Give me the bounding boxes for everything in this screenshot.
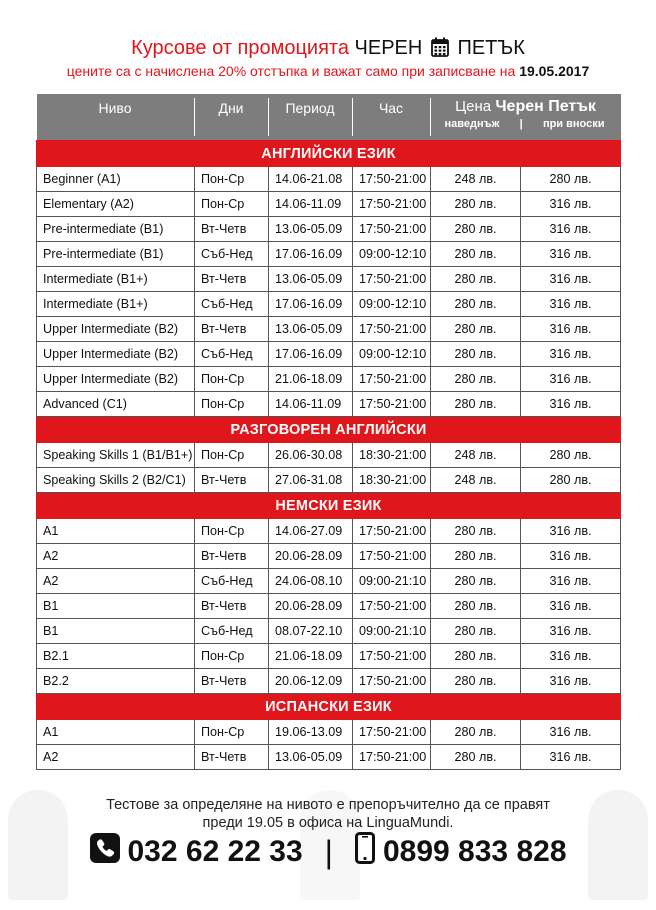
row-price-once: 280 лв. <box>431 292 521 317</box>
row-period: 14.06-11.09 <box>269 392 353 417</box>
row-level: B2.1 <box>37 644 195 669</box>
course-schedule-table <box>36 94 621 770</box>
row-period: 21.06-18.09 <box>269 644 353 669</box>
table-row <box>37 745 621 770</box>
row-price-installments: 316 лв. <box>521 242 621 267</box>
row-time: 09:00-12:10 <box>353 292 431 317</box>
row-level: Elementary (A2) <box>37 192 195 217</box>
row-price-once: 280 лв. <box>431 594 521 619</box>
contact-phones <box>0 832 656 872</box>
mobile-phone-icon <box>355 832 375 872</box>
row-time: 17:50-21:00 <box>353 317 431 342</box>
row-level: B2.2 <box>37 669 195 694</box>
row-level: A1 <box>37 720 195 745</box>
row-price-once: 280 лв. <box>431 392 521 417</box>
row-time: 17:50-21:00 <box>353 594 431 619</box>
row-days: Вт-Четв <box>195 317 269 342</box>
row-days: Съб-Нед <box>195 242 269 267</box>
row-price-once: 280 лв. <box>431 669 521 694</box>
column-header-level: Ниво <box>37 98 195 136</box>
row-time: 17:50-21:00 <box>353 544 431 569</box>
table-row <box>37 292 621 317</box>
row-period: 17.06-16.09 <box>269 342 353 367</box>
calendar-icon <box>431 37 449 63</box>
row-level: A1 <box>37 519 195 544</box>
row-level: B1 <box>37 594 195 619</box>
row-price-installments: 316 лв. <box>521 192 621 217</box>
row-price-installments: 316 лв. <box>521 342 621 367</box>
table-row <box>37 192 621 217</box>
row-price-once: 248 лв. <box>431 443 521 468</box>
row-price-installments: 316 лв. <box>521 317 621 342</box>
row-price-installments: 316 лв. <box>521 619 621 644</box>
table-row <box>37 544 621 569</box>
row-time: 09:00-21:10 <box>353 569 431 594</box>
row-days: Вт-Четв <box>195 594 269 619</box>
table-row <box>37 644 621 669</box>
row-price-installments: 316 лв. <box>521 569 621 594</box>
row-price-installments: 316 лв. <box>521 720 621 745</box>
row-price-installments: 316 лв. <box>521 745 621 770</box>
row-time: 17:50-21:00 <box>353 745 431 770</box>
subtitle-text: цените са с начислена 20% отстъпка и важат само при записване на <box>66 63 516 79</box>
table-row <box>37 443 621 468</box>
row-level: Speaking Skills 2 (B2/C1) <box>37 468 195 493</box>
row-days: Пон-Ср <box>195 720 269 745</box>
row-price-once: 280 лв. <box>431 192 521 217</box>
row-price-installments: 316 лв. <box>521 644 621 669</box>
table-row <box>37 267 621 292</box>
row-days: Съб-Нед <box>195 292 269 317</box>
price-sub-installments: при вноски <box>542 118 605 130</box>
row-level: Intermediate (B1+) <box>37 267 195 292</box>
row-price-installments: 316 лв. <box>521 519 621 544</box>
row-days: Вт-Четв <box>195 544 269 569</box>
row-price-installments: 280 лв. <box>521 468 621 493</box>
section-header-row <box>37 694 621 720</box>
column-header-days: Дни <box>195 98 269 136</box>
row-time: 17:50-21:00 <box>353 720 431 745</box>
footer-note-line1: Тестове за определяне на нивото е препоръчително да се правят <box>106 797 550 813</box>
row-price-once: 280 лв. <box>431 242 521 267</box>
row-price-once: 280 лв. <box>431 267 521 292</box>
table-row <box>37 669 621 694</box>
table-row <box>37 594 621 619</box>
row-price-installments: 316 лв. <box>521 217 621 242</box>
row-price-once: 280 лв. <box>431 217 521 242</box>
row-time: 09:00-12:10 <box>353 342 431 367</box>
row-time: 18:30-21:00 <box>353 468 431 493</box>
row-time: 17:50-21:00 <box>353 217 431 242</box>
row-period: 14.06-11.09 <box>269 192 353 217</box>
row-days: Пон-Ср <box>195 443 269 468</box>
row-level: Beginner (A1) <box>37 167 195 192</box>
section-header-row <box>37 141 621 167</box>
row-period: 08.07-22.10 <box>269 619 353 644</box>
row-time: 17:50-21:00 <box>353 367 431 392</box>
table-row <box>37 242 621 267</box>
row-time: 18:30-21:00 <box>353 443 431 468</box>
row-time: 17:50-21:00 <box>353 167 431 192</box>
row-level: A2 <box>37 569 195 594</box>
row-period: 17.06-16.09 <box>269 242 353 267</box>
phone-separator: | <box>324 833 333 870</box>
row-price-once: 280 лв. <box>431 619 521 644</box>
table-row <box>37 720 621 745</box>
row-level: A2 <box>37 544 195 569</box>
price-label: Цена <box>455 98 492 115</box>
row-period: 13.06-05.09 <box>269 267 353 292</box>
row-days: Вт-Четв <box>195 468 269 493</box>
row-price-once: 280 лв. <box>431 317 521 342</box>
row-period: 20.06-12.09 <box>269 669 353 694</box>
table-row <box>37 519 621 544</box>
section-header-row <box>37 493 621 519</box>
row-period: 17.06-16.09 <box>269 292 353 317</box>
row-price-once: 248 лв. <box>431 167 521 192</box>
row-price-once: 280 лв. <box>431 720 521 745</box>
row-period: 13.06-05.09 <box>269 317 353 342</box>
page-subtitle <box>0 62 656 80</box>
row-price-once: 280 лв. <box>431 519 521 544</box>
row-price-once: 280 лв. <box>431 367 521 392</box>
table-row <box>37 217 621 242</box>
mobile-number: 0899 833 828 <box>382 835 567 868</box>
row-days: Вт-Четв <box>195 669 269 694</box>
row-price-installments: 280 лв. <box>521 167 621 192</box>
row-level: Upper Intermediate (B2) <box>37 342 195 367</box>
row-price-once: 280 лв. <box>431 644 521 669</box>
row-price-installments: 280 лв. <box>521 443 621 468</box>
price-sub-once: наведнъж <box>444 118 500 130</box>
row-period: 21.06-18.09 <box>269 367 353 392</box>
row-time: 17:50-21:00 <box>353 669 431 694</box>
row-time: 17:50-21:00 <box>353 644 431 669</box>
subtitle-date: 19.05.2017 <box>519 63 590 79</box>
price-label-bold: Черен Петък <box>495 98 596 115</box>
row-price-once: 280 лв. <box>431 342 521 367</box>
row-days: Вт-Четв <box>195 217 269 242</box>
row-level: Advanced (C1) <box>37 392 195 417</box>
row-days: Вт-Четв <box>195 267 269 292</box>
title-dark-1: ЧЕРЕН <box>354 37 423 59</box>
row-period: 20.06-28.09 <box>269 594 353 619</box>
column-header-period: Период <box>269 98 353 136</box>
row-price-once: 280 лв. <box>431 544 521 569</box>
row-days: Вт-Четв <box>195 745 269 770</box>
table-header-row <box>37 94 621 141</box>
row-period: 19.06-13.09 <box>269 720 353 745</box>
row-time: 17:50-21:00 <box>353 519 431 544</box>
row-days: Пон-Ср <box>195 519 269 544</box>
row-level: A2 <box>37 745 195 770</box>
row-price-once: 280 лв. <box>431 745 521 770</box>
row-days: Пон-Ср <box>195 392 269 417</box>
row-level: Pre-intermediate (B1) <box>37 242 195 267</box>
footer-note <box>0 796 656 832</box>
row-price-once: 280 лв. <box>431 569 521 594</box>
row-level: Upper Intermediate (B2) <box>37 317 195 342</box>
column-header-time: Час <box>353 98 431 136</box>
row-period: 14.06-27.09 <box>269 519 353 544</box>
title-dark-2: ПЕТЪК <box>457 37 525 59</box>
table-row <box>37 392 621 417</box>
page-title <box>0 36 656 63</box>
row-period: 13.06-05.09 <box>269 745 353 770</box>
row-days: Съб-Нед <box>195 569 269 594</box>
table-row <box>37 167 621 192</box>
row-price-installments: 316 лв. <box>521 367 621 392</box>
row-days: Съб-Нед <box>195 342 269 367</box>
row-price-installments: 316 лв. <box>521 669 621 694</box>
row-price-installments: 316 лв. <box>521 292 621 317</box>
row-level: Pre-intermediate (B1) <box>37 217 195 242</box>
row-time: 09:00-12:10 <box>353 242 431 267</box>
row-level: Intermediate (B1+) <box>37 292 195 317</box>
landline-number: 032 62 22 33 <box>127 835 303 868</box>
row-price-installments: 316 лв. <box>521 544 621 569</box>
footer-note-line2: преди 19.05 в офиса на LinguaMundi. <box>202 815 454 831</box>
row-time: 17:50-21:00 <box>353 267 431 292</box>
table-row <box>37 619 621 644</box>
section-title: АНГЛИЙСКИ ЕЗИК <box>37 141 621 167</box>
row-time: 17:50-21:00 <box>353 192 431 217</box>
row-level: B1 <box>37 619 195 644</box>
row-price-installments: 316 лв. <box>521 392 621 417</box>
phone-icon <box>90 833 120 871</box>
section-title: НЕМСКИ ЕЗИК <box>37 493 621 519</box>
row-days: Пон-Ср <box>195 367 269 392</box>
row-days: Пон-Ср <box>195 192 269 217</box>
section-header-row <box>37 417 621 443</box>
row-price-once: 248 лв. <box>431 468 521 493</box>
row-period: 26.06-30.08 <box>269 443 353 468</box>
row-level: Speaking Skills 1 (B1/B1+) <box>37 443 195 468</box>
row-period: 14.06-21.08 <box>269 167 353 192</box>
row-price-installments: 316 лв. <box>521 594 621 619</box>
row-period: 13.06-05.09 <box>269 217 353 242</box>
row-period: 20.06-28.09 <box>269 544 353 569</box>
table-row <box>37 317 621 342</box>
row-period: 27.06-31.08 <box>269 468 353 493</box>
price-sub-divider: | <box>519 118 523 130</box>
table-row <box>37 367 621 392</box>
row-level: Upper Intermediate (B2) <box>37 367 195 392</box>
column-header-price <box>431 94 621 130</box>
section-title: РАЗГОВОРЕН АНГЛИЙСКИ <box>37 417 621 443</box>
row-days: Пон-Ср <box>195 167 269 192</box>
table-row <box>37 468 621 493</box>
row-time: 17:50-21:00 <box>353 392 431 417</box>
row-period: 24.06-08.10 <box>269 569 353 594</box>
row-days: Съб-Нед <box>195 619 269 644</box>
row-days: Пон-Ср <box>195 644 269 669</box>
section-title: ИСПАНСКИ ЕЗИК <box>37 694 621 720</box>
title-red: Курсове от промоцията <box>131 37 349 59</box>
table-row <box>37 569 621 594</box>
row-time: 09:00-21:10 <box>353 619 431 644</box>
row-price-installments: 316 лв. <box>521 267 621 292</box>
table-row <box>37 342 621 367</box>
